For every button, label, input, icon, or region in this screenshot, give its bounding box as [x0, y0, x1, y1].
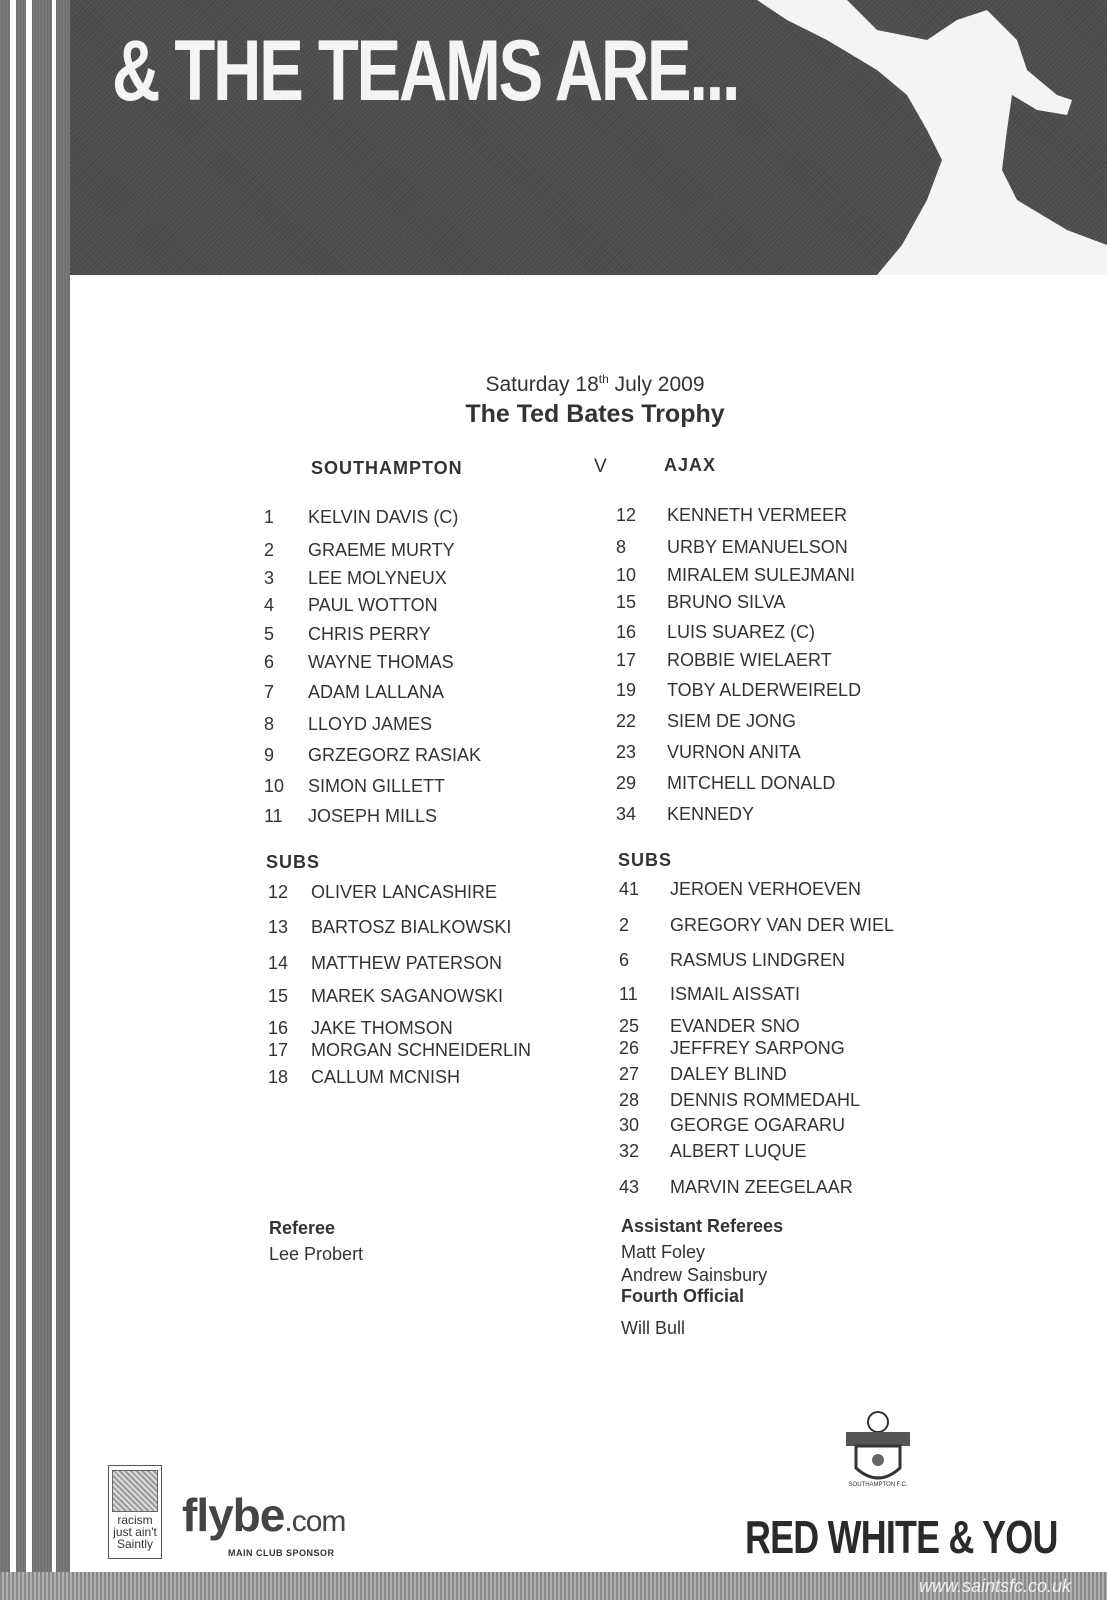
home-sub-number: 14	[268, 953, 289, 973]
away-player-name: KENNEDY	[667, 804, 755, 824]
away-sub-number: 6	[619, 950, 630, 970]
home-team-name: SOUTHAMPTON	[311, 458, 463, 478]
fourth-official-label: Fourth Official	[621, 1286, 744, 1306]
home-player-name: ADAM LALLANA	[308, 682, 445, 702]
away-player-name: MITCHELL DONALD	[667, 773, 836, 793]
home-player-number: 9	[264, 745, 275, 765]
away-sub-number: 30	[619, 1115, 640, 1135]
away-sub-number: 25	[619, 1016, 640, 1036]
website-url: www.saintsfc.co.uk	[918, 1576, 1071, 1596]
home-player-name: LEE MOLYNEUX	[308, 568, 447, 588]
away-player-number: 10	[616, 565, 637, 585]
away-sub-name: DENNIS ROMMEDAHL	[670, 1090, 861, 1110]
home-sub-number: 18	[268, 1067, 289, 1087]
home-player-name: JOSEPH MILLS	[308, 806, 438, 826]
fourth-official-name: Will Bull	[621, 1318, 686, 1338]
home-sub-number: 16	[268, 1018, 289, 1038]
away-player-number: 17	[616, 650, 637, 670]
away-sub-name: DALEY BLIND	[670, 1064, 787, 1084]
home-player-name: WAYNE THOMAS	[308, 652, 454, 672]
svg-text:SOUTHAMPTON F.C.: SOUTHAMPTON F.C.	[848, 1482, 908, 1488]
away-player-number: 34	[616, 804, 637, 824]
away-player-number: 15	[616, 592, 637, 612]
trophy-title: The Ted Bates Trophy	[465, 400, 725, 428]
home-sub-name: MAREK SAGANOWSKI	[311, 986, 504, 1006]
away-player-name: BRUNO SILVA	[667, 592, 786, 612]
home-player-name: KELVIN DAVIS (C)	[308, 507, 459, 527]
away-player-number: 19	[616, 680, 637, 700]
home-player-name: GRZEGORZ RASIAK	[308, 745, 482, 765]
assistant-referee-2: Andrew Sainsbury	[621, 1265, 768, 1285]
away-player-name: MIRALEM SULEJMANI	[667, 565, 856, 585]
away-sub-name: GEORGE OGARARU	[670, 1115, 846, 1135]
home-player-number: 5	[264, 624, 275, 644]
versus-label: V	[594, 456, 607, 477]
home-subs-label: SUBS	[266, 852, 321, 872]
home-player-number: 6	[264, 652, 275, 672]
home-player-number: 3	[264, 568, 275, 588]
home-sub-name: MATTHEW PATERSON	[311, 953, 502, 973]
away-player-number: 23	[616, 742, 637, 762]
away-player-name: SIEM DE JONG	[667, 711, 797, 731]
away-player-number: 22	[616, 711, 637, 731]
home-sub-name: JAKE THOMSON	[311, 1018, 453, 1038]
away-sub-number: 11	[619, 984, 638, 1004]
slogan: RED WHITE & YOU	[745, 1511, 1058, 1563]
home-player-name: SIMON GILLETT	[308, 776, 446, 796]
away-sub-number: 28	[619, 1090, 640, 1110]
club-crest-icon	[838, 1410, 918, 1490]
footballer-silhouette	[727, 0, 1107, 275]
away-player-name: TOBY ALDERWEIRELD	[667, 680, 862, 700]
home-player-number: 7	[264, 682, 275, 702]
away-player-name: ROBBIE WIELAERT	[667, 650, 832, 670]
home-player-name: PAUL WOTTON	[308, 595, 438, 615]
home-player-number: 4	[264, 595, 275, 615]
header-title: & THE TEAMS ARE...	[112, 23, 739, 119]
home-sub-number: 15	[268, 986, 289, 1006]
home-player-number: 10	[264, 776, 285, 796]
home-player-number: 8	[264, 714, 275, 734]
away-sub-name: RASMUS LINDGREN	[670, 950, 846, 970]
away-sub-name: GREGORY VAN DER WIEL	[670, 915, 895, 935]
away-sub-number: 32	[619, 1141, 640, 1161]
away-player-name: URBY EMANUELSON	[667, 537, 848, 557]
campaign-text-2: just ain't	[113, 1525, 157, 1539]
home-sub-name: BARTOSZ BIALKOWSKI	[311, 917, 512, 937]
campaign-figure-icon	[112, 1470, 158, 1512]
sponsor-logo: flybe.com	[182, 1489, 346, 1541]
home-player-name: GRAEME MURTY	[308, 540, 455, 560]
header-banner	[70, 0, 1107, 275]
campaign-text-3: Saintly	[116, 1537, 154, 1551]
away-sub-number: 2	[619, 915, 630, 935]
home-sub-name: MORGAN SCHNEIDERLIN	[311, 1040, 532, 1060]
home-sub-number: 12	[268, 882, 289, 902]
home-player-number: 1	[264, 507, 275, 527]
away-team-name: AJAX	[664, 455, 717, 475]
sponsor-caption: MAIN CLUB SPONSOR	[228, 1548, 335, 1558]
referee-label: Referee	[269, 1218, 336, 1238]
away-player-number: 8	[616, 537, 627, 557]
home-player-name: LLOYD JAMES	[308, 714, 433, 734]
home-sub-number: 13	[268, 917, 289, 937]
home-player-number: 11	[264, 806, 283, 826]
home-sub-number: 17	[268, 1040, 289, 1060]
home-sub-name: CALLUM MCNISH	[311, 1067, 461, 1087]
home-sub-name: OLIVER LANCASHIRE	[311, 882, 498, 902]
away-sub-number: 26	[619, 1038, 640, 1058]
away-sub-number: 43	[619, 1177, 640, 1197]
away-sub-number: 27	[619, 1064, 640, 1084]
away-player-name: LUIS SUAREZ (C)	[667, 622, 816, 642]
away-sub-number: 41	[619, 879, 640, 899]
away-sub-name: ISMAIL AISSATI	[670, 984, 801, 1004]
campaign-text-1: racism	[117, 1513, 153, 1527]
away-player-number: 29	[616, 773, 637, 793]
referee-name: Lee Probert	[269, 1244, 364, 1264]
away-player-name: KENNETH VERMEER	[667, 505, 848, 525]
assistant-referee-1: Matt Foley	[621, 1242, 706, 1262]
home-player-name: CHRIS PERRY	[308, 624, 431, 644]
away-player-number: 12	[616, 505, 637, 525]
away-sub-name: ALBERT LUQUE	[670, 1141, 807, 1161]
left-border-band	[0, 0, 70, 1600]
home-player-number: 2	[264, 540, 275, 560]
bottom-band	[0, 1572, 1107, 1600]
match-date: Saturday 18th July 2009	[485, 372, 705, 396]
assistant-referees-label: Assistant Referees	[621, 1216, 784, 1236]
away-sub-name: EVANDER SNO	[670, 1016, 800, 1036]
away-sub-name: JEROEN VERHOEVEN	[670, 879, 862, 899]
away-sub-name: MARVIN ZEEGELAAR	[670, 1177, 853, 1197]
away-player-number: 16	[616, 622, 637, 642]
away-subs-label: SUBS	[618, 850, 673, 870]
racism-campaign-logo	[108, 1465, 162, 1559]
away-player-name: VURNON ANITA	[667, 742, 801, 762]
away-sub-name: JEFFREY SARPONG	[670, 1038, 845, 1058]
